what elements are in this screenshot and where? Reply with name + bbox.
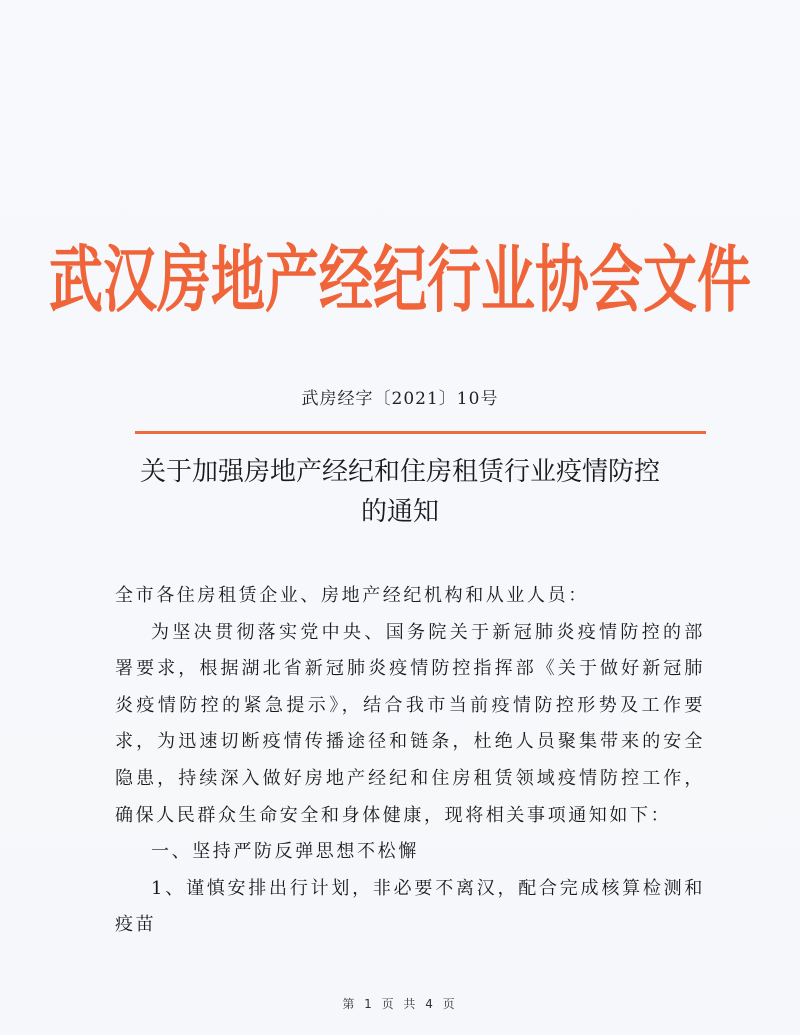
document-body xyxy=(115,578,705,944)
document-title xyxy=(0,452,800,532)
section-heading-1: 一、坚持严防反弹思想不松懈 xyxy=(151,841,419,863)
list-item-1: 1、谨慎安排出行计划，非必要不离汉，配合完成核算检测和疫苗 xyxy=(115,877,705,936)
red-divider-line xyxy=(135,431,706,434)
masthead-title: 武汉房地产经纪行业协会文件 xyxy=(49,237,751,323)
salutation: 全市各住房租赁企业、房地产经纪机构和从业人员： xyxy=(115,585,589,606)
title-line-1: 关于加强房地产经纪和住房租赁行业疫情防控 xyxy=(139,457,660,487)
document-number: 武房经字〔2021〕10号 xyxy=(301,389,499,409)
paragraph-intro: 为坚决贯彻落实党中央、国务院关于新冠肺炎疫情防控的部署要求，根据湖北省新冠肺炎疫情防控指挥部《关于做好新冠肺炎疫情防控的紧急提示》，结合我市当前疫情防控形势及工作要求，为迅速切断疫情传播途径和链条，杜绝人员聚集带来的安全隐患，持续深入做好房地产经纪和住房租赁领域疫情防控工作，确保人民群众生命安全和身体健康，现将相关事项通知如下： xyxy=(115,621,705,826)
page-number-footer: 第 1 页 共 4 页 xyxy=(342,997,458,1011)
title-line-2: 的通知 xyxy=(360,497,439,527)
